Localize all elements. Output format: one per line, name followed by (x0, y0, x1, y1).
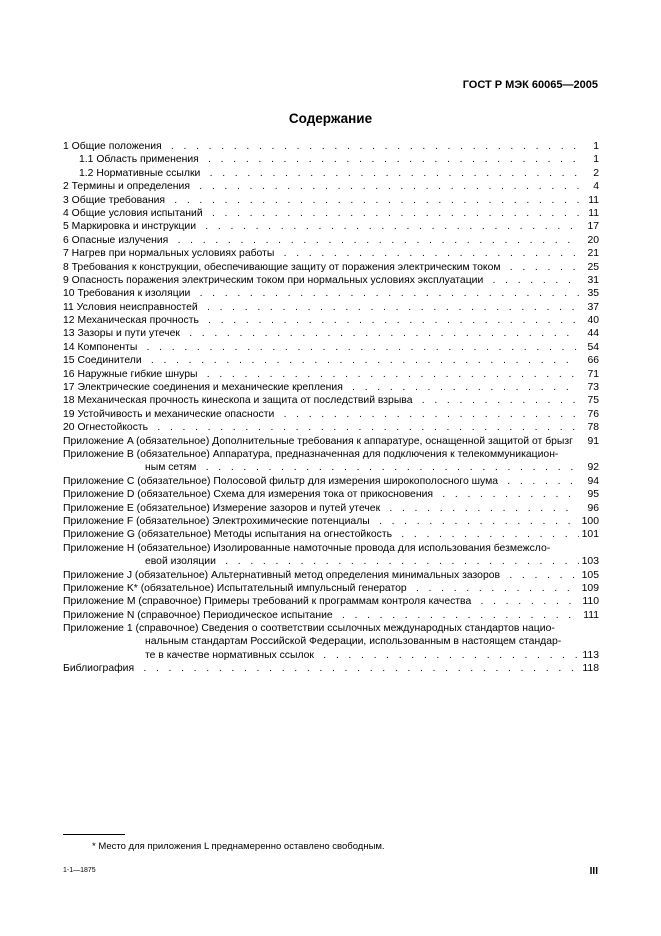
toc-entry-title: Приложение D (обязательное) Схема для измерения тока от прикосновения (63, 489, 436, 500)
toc-entry (63, 274, 599, 287)
toc-entry-page: 2 (593, 167, 599, 179)
toc-entry-title: Приложение M (справочное) Примеры требований к программам контроля качества (63, 596, 474, 607)
toc-entry (63, 287, 599, 300)
page-title: Содержание (288, 111, 373, 126)
toc-entry-title: 1.2 Нормативные ссылки (79, 168, 203, 179)
toc-entry-title: Приложение N (справочное) Периодическое испытание (63, 610, 336, 621)
toc-entry-title: 17 Электрические соединения и механические крепления (63, 382, 346, 393)
toc-entry (63, 234, 599, 247)
print-code: 1-1—1875 (63, 867, 96, 874)
toc-entry (63, 341, 599, 354)
toc-entry-title: Приложение H (обязательное) Изолированные намоточные провода для использования безмежсло- (63, 543, 553, 554)
toc-entry (63, 488, 599, 501)
toc-entry (63, 609, 599, 622)
toc-entry-page: 118 (582, 663, 599, 675)
toc-entry-title: 2 Термины и определения (63, 181, 193, 192)
toc-entry-title: Библиография (63, 663, 137, 674)
footnote: * Место для приложения L преднамеренно оставлено свободным. (92, 841, 385, 852)
toc-entry (63, 582, 599, 595)
toc-entry-page: 1 (593, 154, 599, 166)
toc-entry (63, 381, 599, 394)
toc-entry-page: 11 (588, 207, 599, 219)
toc-entry-title: евой изоляции (145, 556, 219, 567)
toc-entry (63, 314, 599, 327)
toc-entry-title: 8 Требования к конструкции, обеспечивающие защиту от поражения электрическим током (63, 262, 504, 273)
toc-entry-page: 44 (587, 328, 599, 340)
toc-entry (63, 595, 599, 608)
toc-entry-title: 12 Механическая прочность (63, 315, 202, 326)
toc-entry-title: Приложение C (обязательное) Полосовой фильтр для измерения широкополосного шума (63, 476, 501, 487)
toc-entry (63, 542, 599, 555)
toc-entry (63, 555, 599, 568)
toc-entry (63, 528, 599, 541)
toc-entry-page: 76 (587, 408, 599, 420)
toc-entry (63, 461, 599, 474)
toc-entry-page: 31 (587, 274, 599, 286)
toc-entry-page: 96 (587, 502, 599, 514)
toc-entry-page: 111 (583, 609, 599, 621)
toc-entry-page: 91 (587, 435, 599, 447)
toc-entry (63, 194, 599, 207)
toc-entry-title: 11 Условия неисправностей (63, 302, 201, 313)
toc-entry-title: 5 Маркировка и инструкции (63, 221, 199, 232)
toc-entry (63, 394, 599, 407)
toc-entry (63, 448, 599, 461)
toc-entry-page: 110 (582, 596, 599, 608)
toc-entry-title: 3 Общие требования (63, 195, 168, 206)
toc-entry-title: Приложение 1 (справочное) Сведения о соответствии ссылочных международных стандартов нацио- (63, 623, 558, 634)
toc-entry-title: Приложение F (обязательное) Электрохимические потенциалы (63, 516, 373, 527)
toc-entry (63, 421, 599, 434)
footnote-separator (63, 834, 125, 835)
toc-entry (63, 354, 599, 367)
toc-entry-page: 101 (581, 529, 599, 541)
toc-entry (63, 408, 599, 421)
toc-entry-title: Приложение J (обязательное) Альтернативный метод определения минимальных зазоров (63, 570, 503, 581)
toc-entry (63, 662, 599, 675)
toc-entry-title: 7 Нагрев при нормальных условиях работы (63, 248, 277, 259)
toc-entry (63, 515, 599, 528)
toc-entry-page: 94 (587, 475, 599, 487)
toc-entry-page: 4 (593, 181, 599, 193)
toc-entry-title: 13 Зазоры и пути утечек (63, 328, 183, 339)
toc-entry-title: Приложение B (обязательное) Аппаратура, предназначенная для подключения к телекоммуникацион- (63, 449, 561, 460)
toc-entry-page: 109 (581, 582, 599, 594)
toc-entry-page: 37 (587, 301, 599, 313)
toc-entry-page: 54 (587, 341, 599, 353)
toc-entry-page: 95 (587, 489, 599, 501)
toc-entry-title: 20 Огнестойкость (63, 422, 151, 433)
toc-entry-title: Приложение K* (обязательное) Испытательный импульсный генератор (63, 583, 410, 594)
toc-entry-page: 75 (587, 395, 599, 407)
toc-entry (63, 207, 599, 220)
toc-entry (63, 635, 599, 648)
toc-entry-page: 35 (587, 288, 599, 300)
toc-entry (63, 220, 599, 233)
toc-entry (63, 261, 599, 274)
toc-entry-title: 4 Общие условия испытаний (63, 208, 206, 219)
toc-entry-title: Приложение G (обязательное) Методы испытания на огнестойкость (63, 529, 395, 540)
toc-entry (63, 153, 599, 166)
toc-entry-title: нальным стандартам Российской Федерации, использованным в настоящем стандар- (145, 636, 564, 647)
toc-entry-title: Приложение E (обязательное) Измерение зазоров и путей утечек (63, 503, 383, 514)
toc-entry (63, 569, 599, 582)
toc-entry-title: 1.1 Область применения (79, 154, 202, 165)
toc-entry-title: 14 Компоненты (63, 342, 140, 353)
toc-entry-title: 18 Механическая прочность кинескопа и защита от последствий взрыва (63, 395, 416, 406)
toc-entry-page: 1 (593, 141, 599, 152)
table-of-contents (63, 140, 599, 676)
page-number: III (589, 866, 598, 877)
toc-entry (63, 180, 599, 193)
toc-entry-title: 15 Соединители (63, 355, 145, 366)
toc-entry-page: 113 (582, 649, 599, 661)
toc-entry-title: те в качестве нормативных ссылок (145, 650, 317, 661)
toc-entry-page: 40 (587, 315, 599, 327)
toc-entry-page: 71 (587, 368, 599, 380)
toc-entry (63, 435, 599, 448)
toc-entry-page: 17 (587, 221, 599, 233)
toc-entry-title: 10 Требования к изоляции (63, 288, 193, 299)
toc-entry-title: ным сетям (145, 462, 199, 473)
toc-entry (63, 167, 599, 180)
toc-entry-page: 21 (587, 248, 599, 260)
toc-entry-title: 6 Опасные излучения (63, 235, 171, 246)
toc-entry-page: 78 (587, 422, 599, 434)
toc-entry (63, 649, 599, 662)
toc-entry (63, 247, 599, 260)
toc-entry-page: 73 (587, 382, 599, 394)
toc-entry-title: 9 Опасность поражения электрическим током при нормальных условиях эксплуатации (63, 275, 486, 286)
toc-entry-title: 19 Устойчивость и механические опасности (63, 409, 277, 420)
toc-entry (63, 140, 599, 153)
toc-entry (63, 502, 599, 515)
toc-entry-page: 20 (587, 234, 599, 246)
toc-entry-page: 92 (587, 462, 599, 474)
toc-entry (63, 622, 599, 635)
toc-entry-page: 103 (581, 556, 599, 568)
toc-entry-page: 66 (587, 355, 599, 367)
toc-entry-page: 105 (581, 569, 599, 581)
toc-entry-page: 11 (588, 194, 599, 206)
document-header: ГОСТ Р МЭК 60065—2005 (462, 79, 598, 91)
toc-entry-title: 1 Общие положения (63, 141, 165, 152)
toc-entry-page: 25 (587, 261, 599, 273)
toc-entry (63, 301, 599, 314)
toc-entry (63, 475, 599, 488)
toc-entry-title: Приложение A (обязательное) Дополнительные требования к аппаратуре, оснащенной защитой от брызг (63, 436, 576, 447)
toc-entry-page: 100 (581, 515, 599, 527)
toc-entry-title: 16 Наружные гибкие шнуры (63, 369, 201, 380)
toc-entry (63, 327, 599, 340)
toc-entry (63, 368, 599, 381)
